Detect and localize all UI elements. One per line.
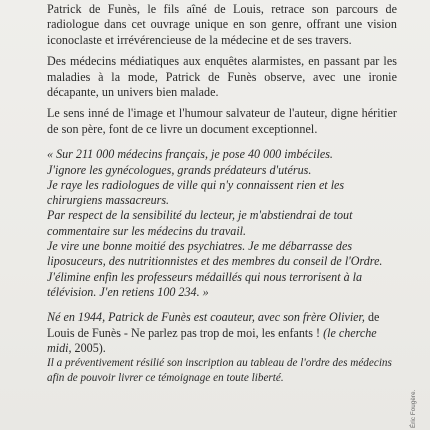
author-bio-line: [47, 310, 397, 356]
bio-book-title: de Louis de Funès - Ne parlez pas trop de moi, les enfants !: [47, 310, 380, 340]
text-column: [47, 2, 397, 387]
quote-line: Par respect de la sensibilité du lecteur, je m'abstiendrai de tout commentaire sur les médecins du travail.: [47, 208, 353, 238]
quote-section: [47, 147, 397, 300]
bio-publisher: (le cherche midi,: [47, 325, 377, 355]
quote-line: « Sur 211 000 médecins français, je pose 40 000 imbéciles.: [47, 147, 333, 162]
quote-line: J'élimine enfin les professeurs médaillés qui nous terrorisent à la télévision. J'en retiens 100 234. »: [47, 269, 363, 299]
intro-paragraph-1: Patrick de Funès, le fils aîné de Louis, retrace son parcours de radiologue dans cet ouvrage unique en son genre, offrant une vision iconoclaste et irrévérencieuse de la médecine et de ses travers.: [47, 2, 397, 47]
quote-line: Je vire une bonne moitié des psychiatres. Je me débarrasse des liposuceurs, des nutritionnistes et des membres du conseil de l'Ordre.: [47, 239, 383, 269]
intro-paragraph-2: Des médecins médiatiques aux enquêtes alarmistes, en passant par les maladies à la mode, Patrick de Funès observe, avec une ironie décapante, un univers bien malade.: [47, 54, 397, 100]
author-bio-section: [47, 310, 397, 386]
intro-section: [47, 2, 397, 137]
intro-paragraph-3: Le sens inné de l'image et l'humour salvateur de l'auteur, digne héritier de son père, font de ce livre un document exceptionnel.: [47, 106, 397, 136]
quote-line: J'ignore les gynécologues, grands prédateurs d'utérus.: [47, 162, 312, 177]
photo-credit: Éric Fougère.: [410, 389, 417, 428]
bio-year: 2005).: [71, 340, 106, 355]
author-bio-note: Il a préventivement résilié son inscription au tableau de l'ordre des médecins afin de pouvoir livrer ce témoignage en toute liberté.: [47, 357, 392, 385]
quote-line: Je raye les radiologues de ville qui n'y connaissent rien et les chirurgiens massacreurs.: [47, 177, 345, 208]
bio-intro-text: Né en 1944, Patrick de Funès est coauteur, avec son frère Olivier,: [47, 310, 365, 325]
